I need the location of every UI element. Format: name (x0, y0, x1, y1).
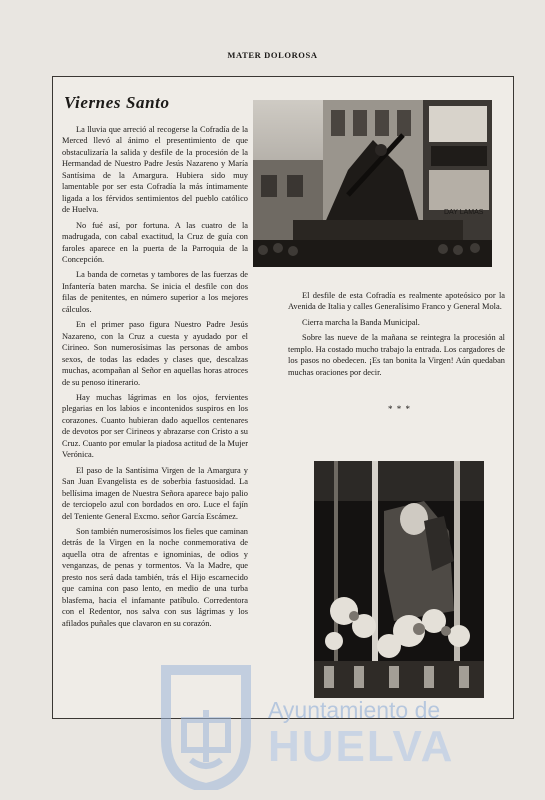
watermark-line2: HUELVA (268, 722, 455, 771)
left-column (62, 124, 248, 633)
watermark-line1: Ayuntamiento de (268, 697, 441, 723)
right-column (288, 290, 505, 382)
section-separator: * * * (388, 404, 411, 414)
virgin-canopy-photo (314, 461, 484, 698)
paragraph: La lluvia que arreció al recogerse la Cofradía de la Merced llevó al ánimo el presentimiento de que obstaculizaría la salida y desfile de la procesión de la Hermandad de Nuestro Padre Jesús Nazareno y María Santísima de la Amargura. Hubiera sido muy lamentable por ser esta Cofradía la más íntimamente ligada a los férvidos sentimientos del pueblo católico de Huelva. (62, 125, 248, 215)
article-title: Viernes Santo (64, 93, 170, 112)
paragraph: La banda de cornetas y tambores de las fuerzas de Infantería baten marcha. Se inicia el desfile con dos filas de penitentes, en número superior a los mejores cálculos. (62, 270, 248, 314)
paragraph: Cierra marcha la Banda Municipal. (302, 317, 420, 327)
paragraph: El desfile de esta Cofradía es realmente apoteósico por la Avenida de Italia y calles Generalísimo Franco y General Mola. (288, 291, 505, 312)
paragraph: El paso de la Santísima Virgen de la Amargura y San Juan Evangelista es de soberbia fastuosidad. La bellísima imagen de Nuestra Señora aparece bajo palio de terciopelo azul con bordados en oro. Luce el fajín del Teniente General Excmo. señor García Escámez. (62, 465, 248, 521)
procession-street-photo (253, 100, 492, 267)
page-header: MATER DOLOROSA (227, 50, 318, 60)
paragraph: Hay muchas lágrimas en los ojos, fervientes plegarias en los labios e incontenidos suspiros en los corazones. Cuanto hubieran dado aquellos centenares de devotos por ser Cirineos y abrazarse con Cristo a su Cruz. Cuanto por emular la piadosa actitud de la Mujer Verónica. (62, 392, 248, 460)
paragraph: Sobre las nueve de la mañana se reintegra la procesión al templo. Ha costado mucho trabajo la entrada. Los cargadores de los pasos no obedecen. ¡Es tan bonita la Virgen! Aún quedaban muchas oraciones por decir. (288, 333, 505, 377)
paragraph: Son también numerosísimos los fieles que caminan detrás de la Virgen en la noche conmemorativa de aquella otra de afrentas e ignominias, de odios y venganzas, de penas y tormentos. Va la Madre, que presto nos será dada también, trás el Hijo escarnecido que camina con paso lento, en medio de una turba blasfema, hacia el infamante patíbulo. Corredentora con el Redentor, nos salva con sus lágrimas y los afilados puñales que clavaron en su corazón. (62, 526, 248, 628)
shop-sign: DAY LAMAS (444, 209, 484, 216)
paragraph: En el primer paso figura Nuestro Padre Jesús Nazareno, con la Cruz a cuesta y ayudado por el Cirineo. Son numerosísimas las personas de ambos sexos, de todas las edades y clases que, descalzas muchas, acompañan al Señor en aquellas horas atroces de su penoso itinerario. (62, 320, 248, 387)
paragraph: No fué así, por fortuna. A las cuatro de la madrugada, con cabal exactitud, la Cruz de guía con faroles aparece en la puerta de la Parroquia de la Concepción. (62, 220, 248, 264)
